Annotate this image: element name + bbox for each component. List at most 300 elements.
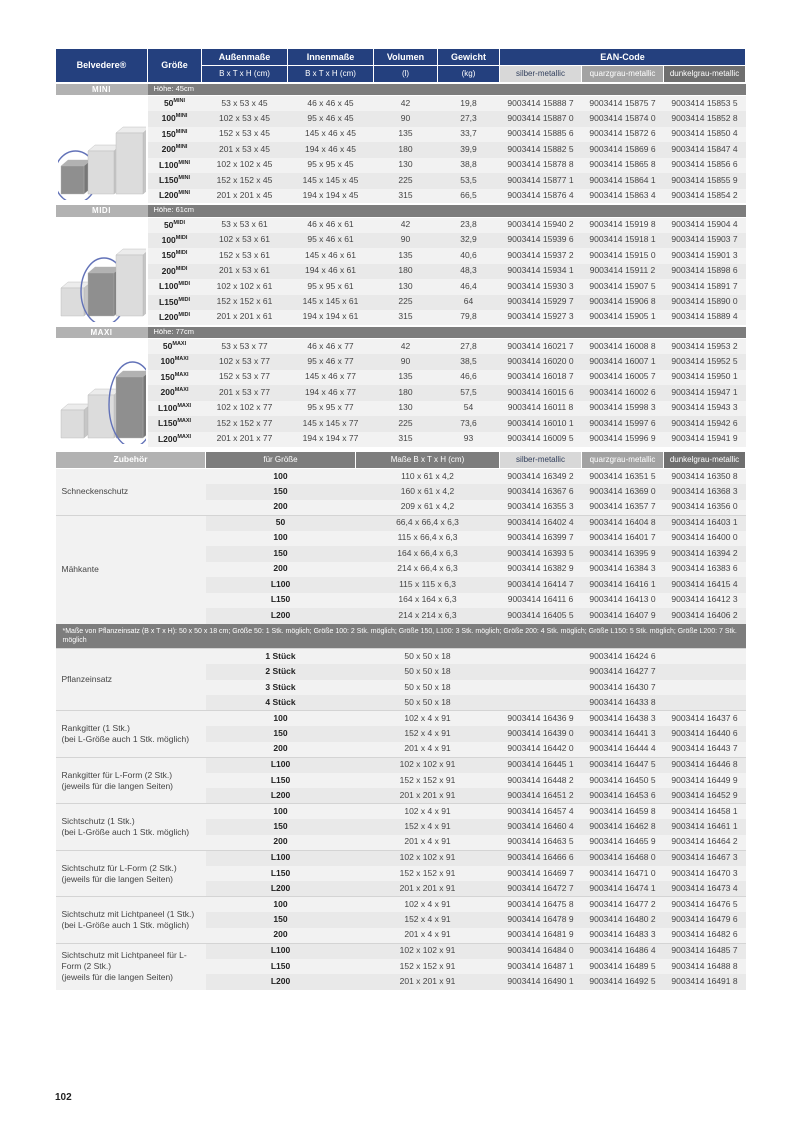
- product-row: [56, 370, 746, 386]
- ean-silber-cell: 9003414 16414 7: [500, 577, 582, 593]
- ean-silber-cell: 9003414 15929 7: [500, 295, 582, 311]
- size-cell: $200^{MINI}$: [148, 142, 202, 158]
- accessory-dims-cell: 152 x 152 x 91: [356, 866, 500, 882]
- section-band-midi: [56, 204, 746, 217]
- volume-cell: 130: [374, 158, 438, 174]
- volume-cell: 130: [374, 279, 438, 295]
- inner-dims-cell: 46 x 46 x 77: [288, 339, 374, 355]
- weight-cell: 54: [438, 401, 500, 417]
- volume-unit: (l): [374, 66, 438, 83]
- accessory-dims-cell: 102 x 4 x 91: [356, 804, 500, 820]
- outer-dims-cell: 53 x 53 x 77: [202, 339, 288, 355]
- ean-silber-cell: 9003414 16475 8: [500, 897, 582, 913]
- planter-size-illustration: [58, 218, 146, 322]
- accessory-row: [56, 757, 746, 773]
- product-row: [56, 432, 746, 448]
- ean-quarzgrau-cell: 9003414 15907 5: [582, 279, 664, 295]
- ean-silber-cell: 9003414 16442 0: [500, 742, 582, 758]
- page-number: 102: [55, 1092, 72, 1103]
- inner-dims-cell: 95 x 95 x 61: [288, 279, 374, 295]
- weight-cell: 40,6: [438, 248, 500, 264]
- ean-dunkelgrau-cell: 9003414 16350 8: [664, 469, 746, 485]
- accessory-row: [56, 804, 746, 820]
- ean-quarzgrau-cell: 9003414 16492 5: [582, 974, 664, 990]
- ean-quarzgrau-cell: 9003414 16404 8: [582, 515, 664, 531]
- accessory-size-cell: 50: [206, 515, 356, 531]
- accessory-row: [56, 850, 746, 866]
- outer-dims-cell: 201 x 201 x 77: [202, 432, 288, 448]
- accessory-size-cell: 150: [206, 912, 356, 928]
- ean-silber-cell: 9003414 16018 7: [500, 370, 582, 386]
- ean-dunkelgrau-cell: 9003414 15953 2: [664, 339, 746, 355]
- ean-quarzgrau-cell: 9003414 16407 9: [582, 608, 664, 624]
- ean-quarzgrau-cell: 9003414 16471 0: [582, 866, 664, 882]
- ean-quarzgrau-cell: 9003414 15915 0: [582, 248, 664, 264]
- ean-quarzgrau-cell: 9003414 15996 9: [582, 432, 664, 448]
- ean-quarzgrau-cell: 9003414 15919 8: [582, 217, 664, 233]
- ean-silber-cell: 9003414 16382 9: [500, 562, 582, 578]
- inner-dims-cell: 95 x 95 x 45: [288, 158, 374, 174]
- ean-quarzgrau-cell: 9003414 16489 5: [582, 959, 664, 975]
- volume-cell: 315: [374, 432, 438, 448]
- accessory-group-label: Schneckenschutz: [56, 469, 206, 516]
- volume-cell: 225: [374, 173, 438, 189]
- accessory-dims-cell: 50 x 50 x 18: [356, 664, 500, 680]
- weight-cell: 27,8: [438, 339, 500, 355]
- ean-dunkelgrau-cell: 9003414 15943 3: [664, 401, 746, 417]
- outer-dims-cell: 53 x 53 x 61: [202, 217, 288, 233]
- accessory-row: [56, 469, 746, 485]
- inner-dims-cell: 95 x 46 x 45: [288, 111, 374, 127]
- ean-dunkelgrau-cell: 9003414 15853 5: [664, 96, 746, 112]
- ean-quarzgrau-cell: 9003414 15875 7: [582, 96, 664, 112]
- inner-dims-cell: 46 x 46 x 45: [288, 96, 374, 112]
- accessory-size-cell: L200: [206, 608, 356, 624]
- accessory-dims-cell: 110 x 61 x 4,2: [356, 469, 500, 485]
- ean-dunkelgrau-cell: 9003414 16368 3: [664, 484, 746, 500]
- page-content: [55, 48, 745, 990]
- ean-quarzgrau-cell: 9003414 15918 1: [582, 233, 664, 249]
- ean-quarzgrau-cell: 9003414 16480 2: [582, 912, 664, 928]
- ean-dunkelgrau-cell: 9003414 16488 8: [664, 959, 746, 975]
- ean-silber-cell: 9003414 16393 5: [500, 546, 582, 562]
- accessory-row: [56, 649, 746, 665]
- ean-silber-cell: 9003414 15878 8: [500, 158, 582, 174]
- ean-dunkelgrau-cell: 9003414 16479 6: [664, 912, 746, 928]
- ean-dunkelgrau-cell: 9003414 16452 9: [664, 788, 746, 804]
- accessory-dims-cell: 152 x 4 x 91: [356, 726, 500, 742]
- outer-dims-cell: 201 x 201 x 61: [202, 310, 288, 326]
- volume-cell: 225: [374, 295, 438, 311]
- ean-silber-cell: 9003414 16463 5: [500, 835, 582, 851]
- ean-dunkelgrau-cell: 9003414 15901 3: [664, 248, 746, 264]
- outer-dims-cell: 152 x 53 x 77: [202, 370, 288, 386]
- inner-dims-cell: 194 x 46 x 77: [288, 385, 374, 401]
- inner-dims-cell: 145 x 145 x 45: [288, 173, 374, 189]
- ean-dunkelgrau-cell: 9003414 16394 2: [664, 546, 746, 562]
- outer-dims-cell: 102 x 102 x 45: [202, 158, 288, 174]
- ean-dunkelgrau-cell: 9003414 15942 6: [664, 416, 746, 432]
- accessory-dims-cell: 164 x 66,4 x 6,3: [356, 546, 500, 562]
- ean-dunkelgrau-cell: 9003414 16467 3: [664, 850, 746, 866]
- ean-quarzgrau-cell: 9003414 16369 0: [582, 484, 664, 500]
- ean-header: EAN-Code: [500, 49, 746, 66]
- section-band-maxi: [56, 326, 746, 339]
- ean-silber-cell: 9003414 16436 9: [500, 711, 582, 727]
- accessory-size-cell: 200: [206, 835, 356, 851]
- accessory-dims-cell: 164 x 164 x 6,3: [356, 593, 500, 609]
- section-height-label: Höhe: 77cm: [148, 326, 746, 339]
- weight-cell: 33,7: [438, 127, 500, 143]
- ean-dunkelgrau-cell: 9003414 15903 7: [664, 233, 746, 249]
- product-row: [56, 233, 746, 249]
- ean-silber-cell: 9003414 16367 6: [500, 484, 582, 500]
- accessory-dims-cell: 152 x 4 x 91: [356, 819, 500, 835]
- ean-dunkelgrau-cell: 9003414 15891 7: [664, 279, 746, 295]
- inner-dims-cell: 145 x 46 x 77: [288, 370, 374, 386]
- ean-silber-cell: 9003414 16487 1: [500, 959, 582, 975]
- product-row: [56, 142, 746, 158]
- product-row: [56, 158, 746, 174]
- accessory-size-cell: 3 Stück: [206, 680, 356, 696]
- outer-dims-cell: 152 x 152 x 77: [202, 416, 288, 432]
- accessories-title-header: Zubehör: [56, 452, 206, 469]
- accessory-dims-cell: 115 x 66,4 x 6,3: [356, 531, 500, 547]
- ean-silber-cell: 9003414 16009 5: [500, 432, 582, 448]
- ean-dunkelgrau-cell: 9003414 16443 7: [664, 742, 746, 758]
- outer-dims-unit: B x T x H (cm): [202, 66, 288, 83]
- weight-cell: 64: [438, 295, 500, 311]
- ean-silber-cell: 9003414 16010 1: [500, 416, 582, 432]
- ean-silber-cell: 9003414 16439 0: [500, 726, 582, 742]
- weight-cell: 38,5: [438, 354, 500, 370]
- accessory-row: [56, 711, 746, 727]
- ean-silber-cell: 9003414 16469 7: [500, 866, 582, 882]
- accessory-size-cell: 150: [206, 546, 356, 562]
- ean-silber-cell: 9003414 15876 4: [500, 189, 582, 205]
- ean-silber-cell: [500, 664, 582, 680]
- ean-silber-cell: 9003414 16448 2: [500, 773, 582, 789]
- ean-silber-cell: 9003414 16484 0: [500, 943, 582, 959]
- weight-cell: 19,8: [438, 96, 500, 112]
- pflanzeinsatz-footnote: *Maße von Pflanzeinsatz (B x T x H): 50 x 50 x 18 cm; Größe 50: 1 Stk. möglich; Größe 100: 2 Stk. möglich; Größe 150, L100: 3 Stk. möglich; Größe 200: 4 Stk. möglich; Größe L150: 5 Stk. möglich; Größe L200: 7 Stk. möglich: [56, 624, 746, 649]
- ean-silber-cell: 9003414 16399 7: [500, 531, 582, 547]
- product-row: [56, 385, 746, 401]
- ean-quarzgrau-cell: 9003414 16477 2: [582, 897, 664, 913]
- accessory-size-cell: L200: [206, 788, 356, 804]
- ean-quarzgrau-cell: 9003414 16430 7: [582, 680, 664, 696]
- outer-dims-cell: 201 x 53 x 61: [202, 264, 288, 280]
- outer-dims-cell: 152 x 53 x 61: [202, 248, 288, 264]
- weight-cell: 79,8: [438, 310, 500, 326]
- product-row: [56, 310, 746, 326]
- ean-dunkelgrau-cell: 9003414 15904 4: [664, 217, 746, 233]
- size-cell: $L150^{MIDI}$: [148, 295, 202, 311]
- ean-dunkelgrau-cell: 9003414 16470 3: [664, 866, 746, 882]
- accessory-dims-cell: 115 x 115 x 6,3: [356, 577, 500, 593]
- ean-quarzgrau-cell: 9003414 16351 5: [582, 469, 664, 485]
- ean-dunkelgrau-cell: 9003414 15950 1: [664, 370, 746, 386]
- main-header-row-1: [56, 49, 746, 66]
- accessory-size-cell: 1 Stück: [206, 649, 356, 665]
- ean-quarzgrau-cell: 9003414 16444 4: [582, 742, 664, 758]
- ean-quarzgrau-cell: 9003414 16357 7: [582, 500, 664, 516]
- ean-silber-cell: 9003414 15927 3: [500, 310, 582, 326]
- ean-dunkelgrau-cell: 9003414 15855 9: [664, 173, 746, 189]
- brand-header: Belvedere®: [56, 49, 148, 83]
- ean-dunkelgrau-cell: 9003414 16440 6: [664, 726, 746, 742]
- accessory-group-label: Sichtschutz mit Lichtpaneel (1 Stk.) (bei L-Größe auch 1 Stk. möglich): [56, 897, 206, 944]
- outer-dims-cell: 201 x 53 x 77: [202, 385, 288, 401]
- accessory-dims-cell: 201 x 201 x 91: [356, 974, 500, 990]
- product-image-cell: [56, 217, 148, 326]
- accessory-group-label: Pflanzeinsatz: [56, 649, 206, 711]
- ean-silber-cell: 9003414 15877 1: [500, 173, 582, 189]
- accessory-size-cell: 4 Stück: [206, 695, 356, 711]
- weight-cell: 73,6: [438, 416, 500, 432]
- size-cell: $L150^{MAXI}$: [148, 416, 202, 432]
- ean-silber-cell: 9003414 15937 2: [500, 248, 582, 264]
- volume-cell: 135: [374, 248, 438, 264]
- ean-dunkelgrau-cell: 9003414 16449 9: [664, 773, 746, 789]
- ean-dunkelgrau-cell: 9003414 16400 0: [664, 531, 746, 547]
- weight-cell: 46,6: [438, 370, 500, 386]
- outer-dims-cell: 102 x 53 x 45: [202, 111, 288, 127]
- product-row: [56, 339, 746, 355]
- ean-silber-cell: 9003414 16460 4: [500, 819, 582, 835]
- inner-dims-cell: 145 x 46 x 61: [288, 248, 374, 264]
- size-cell: $L100^{MAXI}$: [148, 401, 202, 417]
- accessory-size-cell: 100: [206, 897, 356, 913]
- volume-cell: 315: [374, 189, 438, 205]
- section-height-label: Höhe: 45cm: [148, 83, 746, 96]
- accessory-size-cell: L150: [206, 959, 356, 975]
- product-image-cell: [56, 96, 148, 205]
- ean-quarzgrau-cell: 9003414 16002 6: [582, 385, 664, 401]
- weight-cell: 57,5: [438, 385, 500, 401]
- volume-cell: 180: [374, 142, 438, 158]
- ean-silber-cell: 9003414 16355 3: [500, 500, 582, 516]
- accessory-dims-cell: 50 x 50 x 18: [356, 649, 500, 665]
- ean-quarzgrau-cell: 9003414 16450 5: [582, 773, 664, 789]
- section-name-label: MINI: [56, 83, 148, 96]
- outer-dims-cell: 102 x 102 x 61: [202, 279, 288, 295]
- product-row: [56, 264, 746, 280]
- accessories-header-row: [56, 452, 746, 469]
- accessory-dims-cell: 102 x 4 x 91: [356, 711, 500, 727]
- inner-dims-cell: 194 x 46 x 45: [288, 142, 374, 158]
- volume-cell: 90: [374, 111, 438, 127]
- ean-dunkelgrau-cell: 9003414 16485 7: [664, 943, 746, 959]
- size-column-header: Größe: [148, 49, 202, 83]
- ean-silber-cell: 9003414 16015 6: [500, 385, 582, 401]
- ean-silber-cell: 9003414 16011 8: [500, 401, 582, 417]
- outer-dims-cell: 152 x 152 x 45: [202, 173, 288, 189]
- ean-quarzgrau-cell: 9003414 16462 8: [582, 819, 664, 835]
- volume-cell: 180: [374, 264, 438, 280]
- ean-dunkelgrau-cell: 9003414 16461 1: [664, 819, 746, 835]
- ean-dunkelgrau-cell: 9003414 16473 4: [664, 881, 746, 897]
- accessory-group-label: Sichtschutz für L-Form (2 Stk.) (jeweils für die langen Seiten): [56, 850, 206, 897]
- accessory-dims-cell: 209 x 61 x 4,2: [356, 500, 500, 516]
- size-cell: $L200^{MAXI}$: [148, 432, 202, 448]
- ean-quarzgrau-cell: 9003414 15864 1: [582, 173, 664, 189]
- volume-header: Volumen: [374, 49, 438, 66]
- color-header-quarzgrau: quarzgrau-metallic: [582, 66, 664, 83]
- ean-quarzgrau-cell: 9003414 16413 0: [582, 593, 664, 609]
- accessory-size-cell: L100: [206, 757, 356, 773]
- size-cell: $L200^{MINI}$: [148, 189, 202, 205]
- ean-silber-cell: 9003414 16402 4: [500, 515, 582, 531]
- ean-silber-cell: 9003414 16472 7: [500, 881, 582, 897]
- accessory-dims-cell: 201 x 201 x 91: [356, 881, 500, 897]
- ean-dunkelgrau-cell: 9003414 16482 6: [664, 928, 746, 944]
- accessory-size-cell: 100: [206, 711, 356, 727]
- ean-quarzgrau-cell: 9003414 15906 8: [582, 295, 664, 311]
- ean-dunkelgrau-cell: [664, 664, 746, 680]
- accessory-dims-cell: 214 x 66,4 x 6,3: [356, 562, 500, 578]
- volume-cell: 180: [374, 385, 438, 401]
- ean-silber-cell: [500, 649, 582, 665]
- inner-dims-cell: 145 x 145 x 77: [288, 416, 374, 432]
- accessory-size-cell: 100: [206, 804, 356, 820]
- ean-silber-cell: 9003414 16466 6: [500, 850, 582, 866]
- accessory-dims-cell: 102 x 102 x 91: [356, 943, 500, 959]
- ean-quarzgrau-cell: 9003414 16474 1: [582, 881, 664, 897]
- ean-dunkelgrau-cell: 9003414 15847 4: [664, 142, 746, 158]
- product-row: [56, 189, 746, 205]
- ean-quarzgrau-cell: 9003414 16008 8: [582, 339, 664, 355]
- accessory-size-cell: 200: [206, 500, 356, 516]
- ean-dunkelgrau-cell: [664, 695, 746, 711]
- accessory-row: [56, 943, 746, 959]
- acc-color-header-dunkelgrau: dunkelgrau-metallic: [664, 452, 746, 469]
- accessory-size-cell: 2 Stück: [206, 664, 356, 680]
- ean-quarzgrau-cell: 9003414 16005 7: [582, 370, 664, 386]
- accessory-size-cell: L100: [206, 577, 356, 593]
- ean-silber-cell: 9003414 16490 1: [500, 974, 582, 990]
- inner-dims-cell: 46 x 46 x 61: [288, 217, 374, 233]
- size-cell: $150^{MINI}$: [148, 127, 202, 143]
- accessory-group-label: Sichtschutz (1 Stk.) (bei L-Größe auch 1 Stk. möglich): [56, 804, 206, 851]
- accessory-size-cell: 150: [206, 819, 356, 835]
- accessory-size-cell: 200: [206, 928, 356, 944]
- outer-dims-cell: 53 x 53 x 45: [202, 96, 288, 112]
- ean-silber-cell: 9003414 16021 7: [500, 339, 582, 355]
- product-row: [56, 96, 746, 112]
- product-row: [56, 295, 746, 311]
- accessory-size-cell: L100: [206, 943, 356, 959]
- accessory-dims-cell: 214 x 214 x 6,3: [356, 608, 500, 624]
- volume-cell: 90: [374, 354, 438, 370]
- size-cell: $100^{MIDI}$: [148, 233, 202, 249]
- ean-silber-cell: 9003414 15940 2: [500, 217, 582, 233]
- weight-cell: 66,5: [438, 189, 500, 205]
- size-cell: $L100^{MINI}$: [148, 158, 202, 174]
- accessory-group-label: Rankgitter für L-Form (2 Stk.) (jeweils für die langen Seiten): [56, 757, 206, 804]
- acc-color-header-quarzgrau: quarzgrau-metallic: [582, 452, 664, 469]
- weight-cell: 53,5: [438, 173, 500, 189]
- accessory-dims-cell: 201 x 4 x 91: [356, 928, 500, 944]
- ean-silber-cell: 9003414 16349 2: [500, 469, 582, 485]
- size-cell: $200^{MIDI}$: [148, 264, 202, 280]
- ean-silber-cell: [500, 680, 582, 696]
- accessory-size-cell: 150: [206, 484, 356, 500]
- accessory-size-cell: L200: [206, 974, 356, 990]
- weight-cell: 39,9: [438, 142, 500, 158]
- ean-quarzgrau-cell: 9003414 16453 6: [582, 788, 664, 804]
- ean-quarzgrau-cell: 9003414 16424 6: [582, 649, 664, 665]
- product-row: [56, 248, 746, 264]
- accessory-size-cell: 100: [206, 531, 356, 547]
- product-row: [56, 111, 746, 127]
- ean-silber-cell: 9003414 16411 6: [500, 593, 582, 609]
- ean-dunkelgrau-cell: 9003414 16491 8: [664, 974, 746, 990]
- accessory-size-cell: 100: [206, 469, 356, 485]
- ean-quarzgrau-cell: 9003414 16007 1: [582, 354, 664, 370]
- accessory-dims-cell: 201 x 4 x 91: [356, 742, 500, 758]
- color-header-dunkelgrau: dunkelgrau-metallic: [664, 66, 746, 83]
- accessory-dims-cell: 50 x 50 x 18: [356, 695, 500, 711]
- accessory-dims-cell: 201 x 4 x 91: [356, 835, 500, 851]
- inner-dims-cell: 95 x 46 x 77: [288, 354, 374, 370]
- size-cell: $150^{MAXI}$: [148, 370, 202, 386]
- ean-dunkelgrau-cell: 9003414 15852 8: [664, 111, 746, 127]
- ean-quarzgrau-cell: 9003414 16483 3: [582, 928, 664, 944]
- outer-dims-cell: 102 x 102 x 77: [202, 401, 288, 417]
- accessory-dims-cell: 66,4 x 66,4 x 6,3: [356, 515, 500, 531]
- inner-dims-cell: 145 x 46 x 45: [288, 127, 374, 143]
- volume-cell: 315: [374, 310, 438, 326]
- ean-quarzgrau-cell: 9003414 16459 8: [582, 804, 664, 820]
- accessory-size-cell: L150: [206, 593, 356, 609]
- acc-color-header-silber: silber-metallic: [500, 452, 582, 469]
- inner-dims-cell: 194 x 194 x 77: [288, 432, 374, 448]
- ean-quarzgrau-cell: 9003414 15874 0: [582, 111, 664, 127]
- product-row: [56, 279, 746, 295]
- ean-quarzgrau-cell: 9003414 16395 9: [582, 546, 664, 562]
- inner-dims-header: Innenmaße: [288, 49, 374, 66]
- planter-size-illustration: [58, 340, 146, 444]
- ean-silber-cell: 9003414 16445 1: [500, 757, 582, 773]
- ean-silber-cell: 9003414 16478 9: [500, 912, 582, 928]
- ean-dunkelgrau-cell: 9003414 15947 1: [664, 385, 746, 401]
- ean-quarzgrau-cell: 9003414 16441 3: [582, 726, 664, 742]
- accessory-size-cell: L100: [206, 850, 356, 866]
- size-cell: $50^{MINI}$: [148, 96, 202, 112]
- ean-dunkelgrau-cell: [664, 680, 746, 696]
- ean-quarzgrau-cell: 9003414 16438 3: [582, 711, 664, 727]
- ean-dunkelgrau-cell: 9003414 16446 8: [664, 757, 746, 773]
- accessory-row: [56, 515, 746, 531]
- ean-silber-cell: 9003414 15887 0: [500, 111, 582, 127]
- ean-quarzgrau-cell: 9003414 16486 4: [582, 943, 664, 959]
- ean-dunkelgrau-cell: 9003414 16383 6: [664, 562, 746, 578]
- volume-cell: 225: [374, 416, 438, 432]
- ean-dunkelgrau-cell: 9003414 16464 2: [664, 835, 746, 851]
- ean-dunkelgrau-cell: 9003414 16412 3: [664, 593, 746, 609]
- size-cell: $50^{MIDI}$: [148, 217, 202, 233]
- ean-quarzgrau-cell: 9003414 15997 6: [582, 416, 664, 432]
- product-row: [56, 127, 746, 143]
- ean-silber-cell: [500, 695, 582, 711]
- ean-silber-cell: 9003414 16481 9: [500, 928, 582, 944]
- section-band-mini: [56, 83, 746, 96]
- volume-cell: 42: [374, 217, 438, 233]
- volume-cell: 42: [374, 96, 438, 112]
- ean-dunkelgrau-cell: 9003414 15898 6: [664, 264, 746, 280]
- accessory-dims-cell: 102 x 4 x 91: [356, 897, 500, 913]
